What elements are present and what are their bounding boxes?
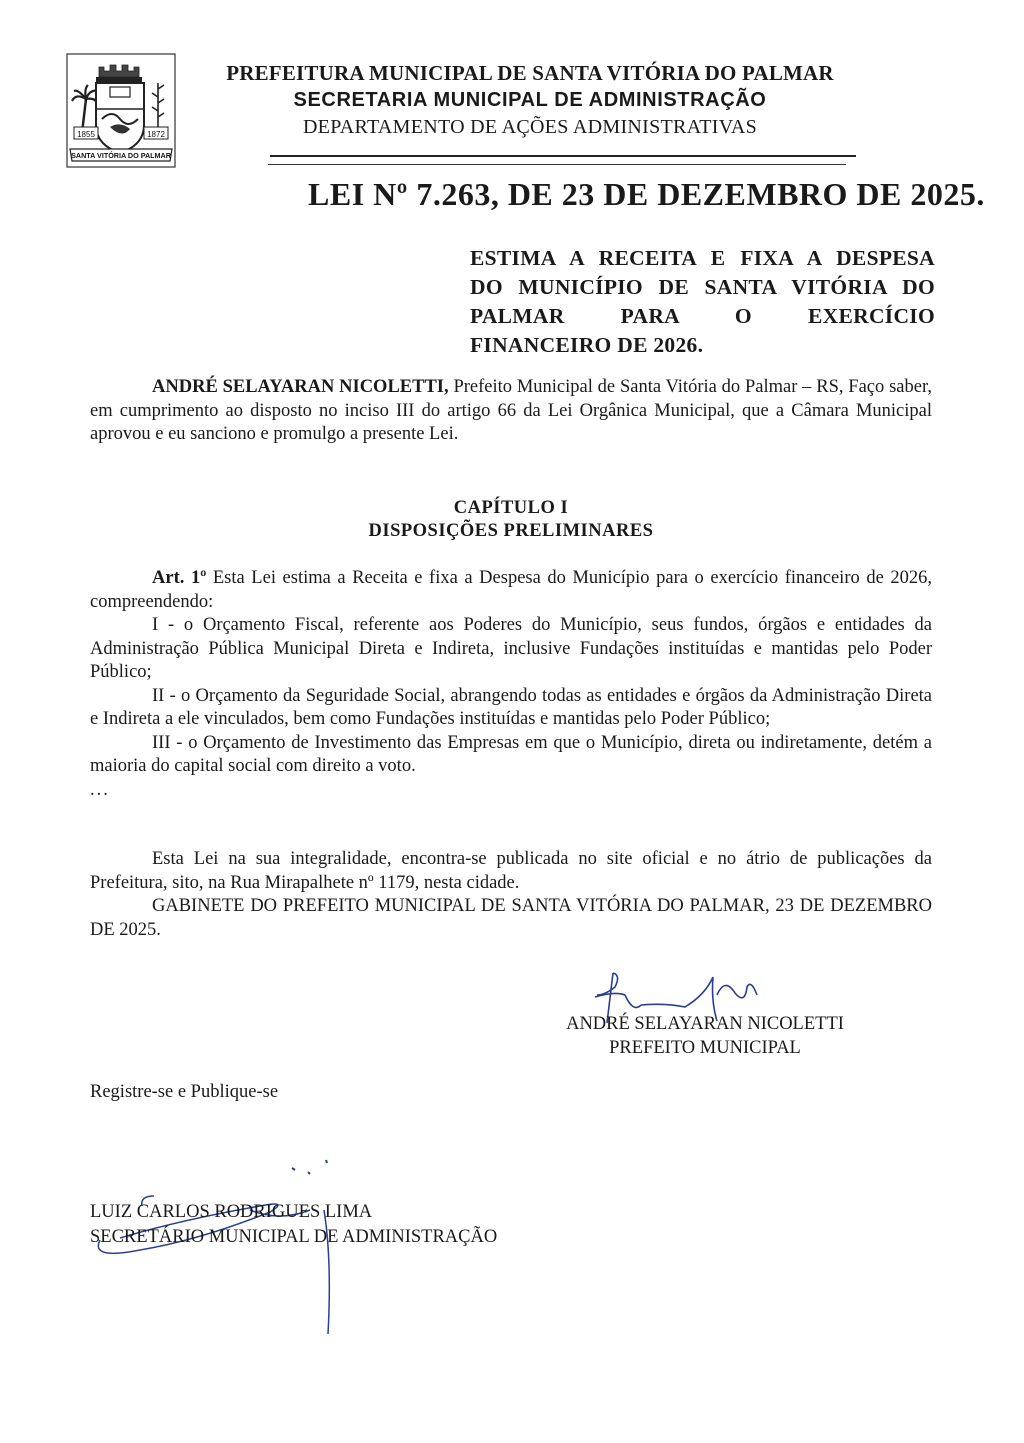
law-title: LEI Nº 7.263, DE 23 DE DEZEMBRO DE 2025. (308, 176, 985, 212)
municipal-crest (66, 53, 176, 168)
summary-line: PALMAR PARA O EXERCÍCIO (470, 304, 935, 328)
article-1 (90, 567, 932, 802)
secretary-signature-scribble (80, 1150, 380, 1350)
closing-section (90, 848, 932, 942)
intro-text: Prefeito Municipal de Santa Vitória do Palmar – RS, Faço saber, em cumprimento ao disposto no inciso III do artigo 66 da Lei Orgânica Municipal, que a Câmara Municipal aprovou e eu sanciono e promulgo a presente Lei. (90, 377, 932, 444)
law-summary (470, 244, 935, 360)
crest-year-right: 1872 (147, 130, 165, 139)
cabinet-line: GABINETE DO PREFEITO MUNICIPAL DE SANTA VITÓRIA DO PALMAR, 23 DE DEZEMBRO DE 2025. (90, 896, 932, 940)
mayor-signature (550, 1012, 860, 1060)
mayor-name-inline: ANDRÉ SELAYARAN NICOLETTI, (152, 377, 449, 397)
article-text: Esta Lei estima a Receita e fixa a Despesa do Município para o exercício financeiro de 2026, compreendendo: (90, 568, 932, 612)
header-divider-thin (268, 164, 846, 165)
mayor-role: PREFEITO MUNICIPAL (609, 1038, 801, 1058)
chapter-number: CAPÍTULO I (453, 498, 569, 518)
header-department: DEPARTAMENTO DE AÇÕES ADMINISTRATIVAS (302, 116, 758, 138)
crest-year-left: 1855 (77, 130, 95, 139)
header-divider (270, 155, 856, 157)
summary-line: ESTIMA A RECEITA E FIXA A DESPESA (470, 246, 935, 270)
intro-paragraph (90, 376, 932, 447)
publication-note: Esta Lei na sua integralidade, encontra-se publicada no site oficial e no átrio de publicações da Prefeitura, sito, na Rua Mirapalhete nº 1179, nesta cidade. (90, 849, 932, 893)
chapter-title: DISPOSIÇÕES PRELIMINARES (368, 521, 654, 541)
letterhead (190, 60, 870, 140)
summary-line: DO MUNICÍPIO DE SANTA VITÓRIA DO (470, 275, 935, 299)
article-ellipsis: ... (90, 779, 110, 800)
chapter-heading (90, 497, 932, 543)
secretary-name: LUIZ CARLOS RODRIGUES LIMA (90, 1202, 373, 1222)
register-publish-note: Registre-se e Publique-se (90, 1082, 279, 1102)
crest-emblem-icon (66, 53, 176, 168)
summary-line: FINANCEIRO DE 2026. (470, 333, 704, 357)
article-item: III - o Orçamento de Investimento das Empresas em que o Município, direta ou indiretamente, detém a maioria do capital social com direito a voto. (90, 732, 932, 776)
header-prefecture: PREFEITURA MUNICIPAL DE SANTA VITÓRIA DO PALMAR (226, 61, 834, 85)
article-label: Art. 1º (152, 568, 207, 588)
secretary-signature (90, 1200, 497, 1250)
article-item: II - o Orçamento da Seguridade Social, abrangendo todas as entidades e órgãos da Administração Direta e Indireta a ele vinculados, bem como Fundações instituídas e mantidas pelo Poder Público; (90, 685, 932, 729)
header-secretariat: SECRETARIA MUNICIPAL DE ADMINISTRAÇÃO (293, 89, 767, 111)
secretary-role: SECRETÁRIO MUNICIPAL DE ADMINISTRAÇÃO (90, 1227, 498, 1247)
crest-caption: SANTA VITÓRIA DO PALMAR (71, 151, 171, 160)
mayor-name: ANDRÉ SELAYARAN NICOLETTI (566, 1014, 844, 1034)
article-item: I - o Orçamento Fiscal, referente aos Poderes do Município, seus fundos, órgãos e entidades da Administração Pública Municipal Direta e Indireta, inclusive Fundações instituídas e mantidas pelo Poder Público; (90, 615, 932, 682)
